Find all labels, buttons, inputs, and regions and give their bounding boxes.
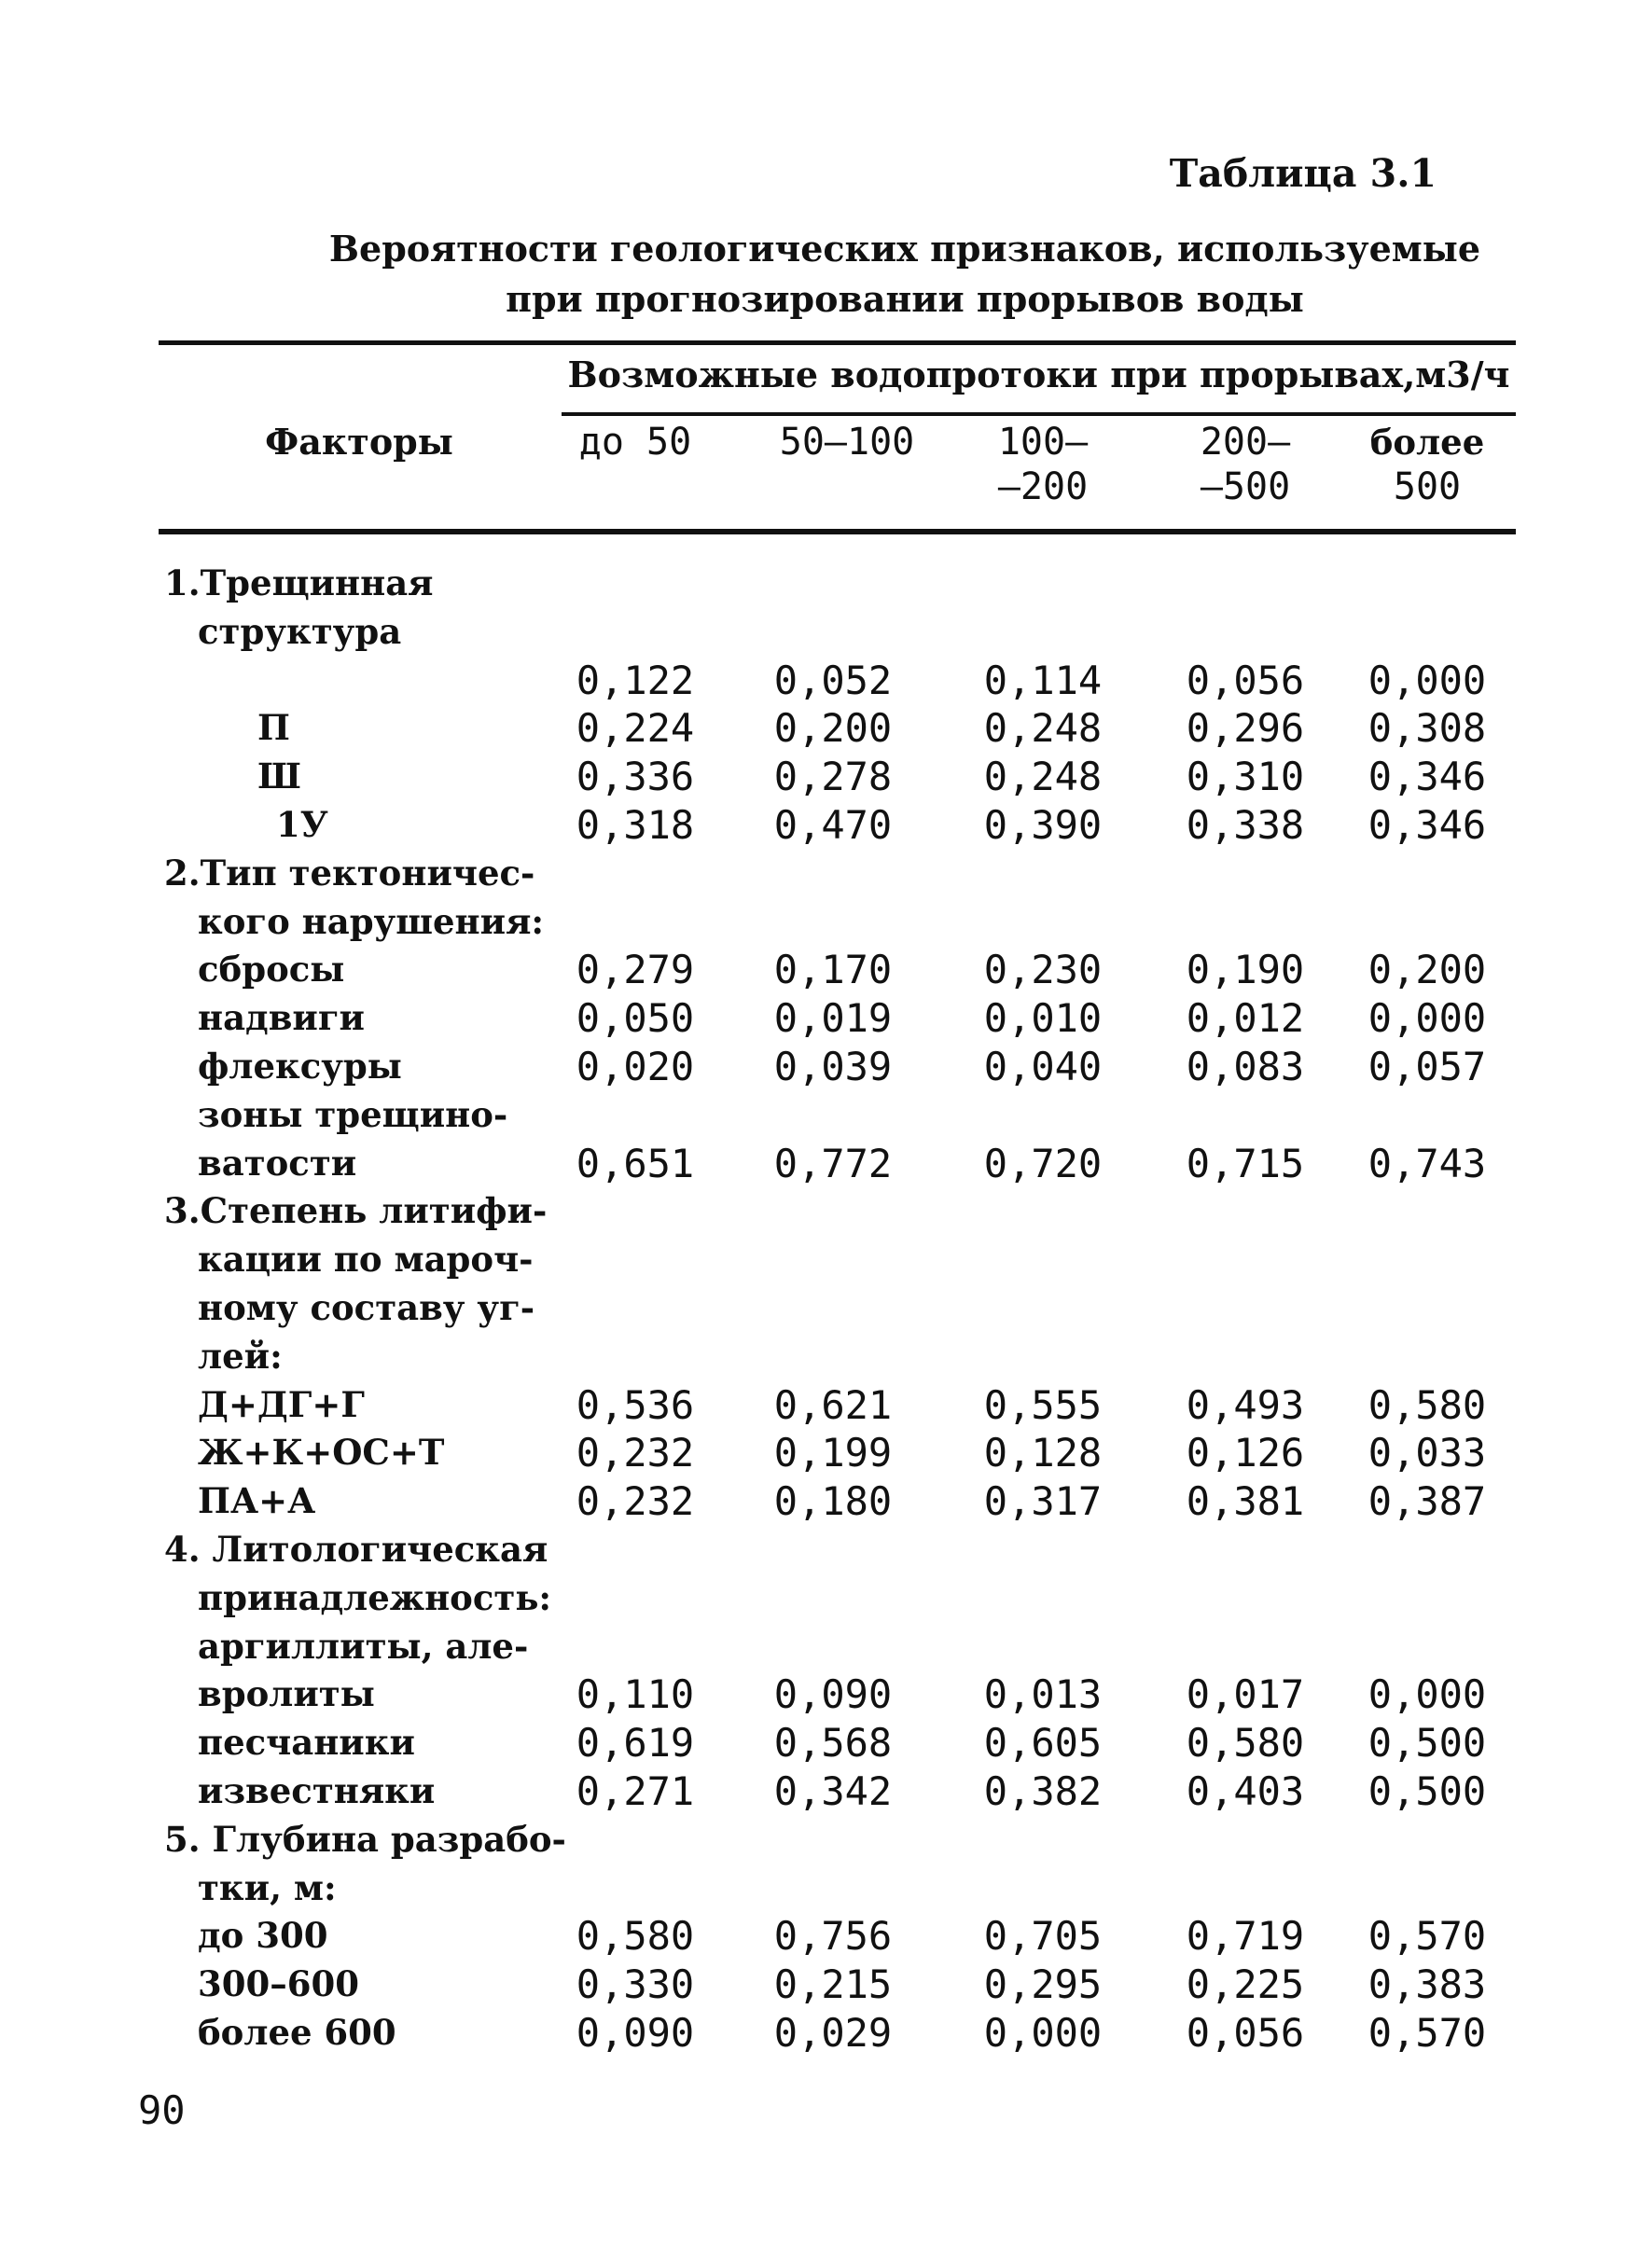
probability-cell: 0,170 [773,947,893,993]
table-row [0,1091,1652,1140]
probability-cell: 0,296 [1186,705,1305,752]
probability-cell: 0,500 [1367,1767,1487,1814]
factor-label: Д+ДГ+Г [198,1383,365,1425]
table-top-rule [159,340,1516,345]
probability-cell: 0,342 [773,1767,893,1814]
probability-cell: 0,338 [1186,801,1305,848]
header-col-2 [754,420,940,464]
probability-cell: 0,039 [773,1043,893,1089]
probability-cell: 0,056 [1186,657,1305,703]
table-row [0,850,1652,898]
probability-cell: 0,346 [1367,801,1487,848]
table-row [0,1477,1652,1526]
factor-label: до 300 [198,1915,328,1957]
probability-cell: 0,318 [576,801,695,848]
probability-cell: 0,090 [773,1671,893,1718]
table-row [0,1816,1652,1864]
probability-cell: 0,128 [983,1430,1103,1476]
table-row [0,560,1652,608]
table-row [0,1912,1652,1961]
factor-label: 1У [276,803,328,845]
probability-cell: 0,580 [1186,1720,1305,1767]
probability-cell: 0,052 [773,657,893,703]
probability-cell: 0,330 [576,1961,695,2008]
probability-cell: 0,122 [576,657,695,703]
probability-cell: 0,200 [1367,947,1487,993]
table-row [0,657,1652,705]
table-row [0,1574,1652,1623]
table-row [0,1719,1652,1767]
probability-cell: 0,346 [1367,754,1487,800]
probability-cell: 0,756 [773,1913,893,1960]
factor-label: 3.Степень литифи- [164,1190,548,1232]
factor-label: ному составу уг- [198,1286,535,1328]
factor-label: принадлежность: [198,1576,552,1618]
probability-cell: 0,271 [576,1767,695,1814]
probability-cell: 0,580 [576,1913,695,1960]
probability-cell: 0,013 [983,1671,1103,1718]
header-col-3-line-2: –200 [997,465,1089,508]
probability-cell: 0,033 [1367,1430,1487,1476]
probability-cell: 0,310 [1186,754,1305,800]
page-number: 90 [138,2087,186,2133]
probability-cell: 0,720 [983,1140,1103,1186]
probability-cell: 0,568 [773,1720,893,1767]
factor-label: надвиги [198,997,365,1039]
table-row [0,898,1652,947]
table-row [0,1429,1652,1477]
factor-label: тки, м: [198,1866,337,1908]
probability-cell: 0,570 [1367,1913,1487,1960]
factor-label: песчаники [198,1722,415,1764]
table-row [0,1670,1652,1719]
factor-label: 5. Глубина разрабо- [164,1818,566,1860]
table-row [0,1623,1652,1671]
factor-label: Ж+К+ОС+Т [198,1432,445,1474]
probability-cell: 0,114 [983,657,1103,703]
table-row [0,608,1652,657]
table-row [0,946,1652,994]
probability-cell: 0,083 [1186,1043,1305,1089]
probability-cell: 0,619 [576,1720,695,1767]
probability-cell: 0,190 [1186,947,1305,993]
header-col-1 [556,420,715,464]
table-row [0,1767,1652,1816]
header-col-4-line-1: 200– [1200,421,1291,464]
probability-cell: 0,387 [1367,1478,1487,1525]
probability-cell: 0,278 [773,754,893,800]
probability-cell: 0,232 [576,1430,695,1476]
probability-cell: 0,470 [773,801,893,848]
factor-label: 300–600 [198,1963,359,2005]
probability-cell: 0,110 [576,1671,695,1718]
probability-cell: 0,555 [983,1381,1103,1428]
factor-label: П [257,707,290,749]
factor-label: более 600 [198,2011,396,2053]
probability-cell: 0,224 [576,705,695,752]
probability-cell: 0,336 [576,754,695,800]
header-col-1-line-1: до 50 [578,421,692,464]
header-group-rule [562,412,1516,416]
probability-cell: 0,317 [983,1478,1103,1525]
table-row [0,1381,1652,1430]
caption-line-1: Вероятности геологических признаков, используемые [328,228,1481,270]
header-col-3-line-1: 100– [997,421,1089,464]
header-col-4 [1166,420,1325,509]
probability-cell: 0,719 [1186,1913,1305,1960]
probability-cell: 0,057 [1367,1043,1487,1089]
probability-cell: 0,295 [983,1961,1103,2008]
factor-label: кого нарушения: [198,900,545,942]
probability-cell: 0,215 [773,1961,893,2008]
probability-cell: 0,279 [576,947,695,993]
probability-cell: 0,000 [983,2009,1103,2056]
probability-cell: 0,705 [983,1913,1103,1960]
probability-cell: 0,403 [1186,1767,1305,1814]
probability-cell: 0,232 [576,1478,695,1525]
probability-cell: 0,248 [983,754,1103,800]
table-row [0,753,1652,801]
probability-cell: 0,000 [1367,657,1487,703]
factor-label: аргиллиты, але- [198,1625,529,1667]
probability-cell: 0,248 [983,705,1103,752]
header-col-5-line-2: 500 [1393,465,1462,508]
probability-cell: 0,605 [983,1720,1103,1767]
probability-cell: 0,715 [1186,1140,1305,1186]
probability-cell: 0,500 [1367,1720,1487,1767]
probability-cell: 0,230 [983,947,1103,993]
table-row [0,1284,1652,1333]
table-label: Таблица 3.1 [1169,151,1437,196]
probability-cell: 0,382 [983,1767,1103,1814]
table-row [0,1187,1652,1236]
probability-cell: 0,029 [773,2009,893,2056]
factor-label: флексуры [198,1045,402,1087]
probability-cell: 0,017 [1186,1671,1305,1718]
probability-cell: 0,651 [576,1140,695,1186]
probability-cell: 0,200 [773,705,893,752]
probability-cell: 0,056 [1186,2009,1305,2056]
probability-cell: 0,493 [1186,1381,1305,1428]
probability-cell: 0,010 [983,995,1103,1042]
table-row [0,801,1652,850]
factor-label: структура [198,610,402,652]
header-col-4-line-2: –500 [1200,465,1291,508]
probability-cell: 0,381 [1186,1478,1305,1525]
header-factors: Факторы [265,421,453,463]
probability-cell: 0,390 [983,801,1103,848]
factor-label: 1.Трещинная [164,562,434,603]
header-bottom-rule [159,529,1516,534]
table-row [0,1043,1652,1091]
probability-cell: 0,000 [1367,995,1487,1042]
factor-label: зоны трещино- [198,1093,508,1135]
probability-cell: 0,012 [1186,995,1305,1042]
table-body [0,560,1652,2058]
table-row [0,1961,1652,2009]
factor-label: ПА+А [198,1480,316,1522]
probability-cell: 0,570 [1367,2009,1487,2056]
probability-cell: 0,050 [576,995,695,1042]
probability-cell: 0,040 [983,1043,1103,1089]
probability-cell: 0,383 [1367,1961,1487,2008]
factor-label: вролиты [198,1673,375,1715]
header-col-5 [1348,420,1506,509]
probability-cell: 0,020 [576,1043,695,1089]
probability-cell: 0,536 [576,1381,695,1428]
factor-label: кации по мароч- [198,1239,534,1281]
probability-cell: 0,199 [773,1430,893,1476]
header-col-5-line-1: более [1369,422,1485,463]
probability-cell: 0,019 [773,995,893,1042]
probability-cell: 0,225 [1186,1961,1305,2008]
factor-label: 4. Литологическая [164,1528,548,1570]
header-group-label: Возможные водопротоки при прорывах,м3/ч [567,353,1510,395]
factor-label: ватости [198,1142,357,1184]
table-row [0,1333,1652,1381]
table-row [0,994,1652,1043]
factor-label: известняки [198,1769,436,1811]
factor-label: 2.Тип тектоничес- [164,852,535,894]
header-col-2-line-1: 50–100 [779,421,915,464]
probability-cell: 0,621 [773,1381,893,1428]
probability-cell: 0,180 [773,1478,893,1525]
probability-cell: 0,000 [1367,1671,1487,1718]
probability-cell: 0,090 [576,2009,695,2056]
probability-cell: 0,308 [1367,705,1487,752]
table-row [0,1526,1652,1574]
table-row [0,1140,1652,1188]
header-col-3 [964,420,1122,509]
factor-label: лей: [198,1335,283,1377]
table-row [0,2009,1652,2058]
caption-line-2: при прогнозировании прорывов воды [506,278,1304,320]
probability-cell: 0,580 [1367,1381,1487,1428]
table-row [0,704,1652,753]
probability-cell: 0,126 [1186,1430,1305,1476]
factor-label: Ш [257,755,301,797]
table-row [0,1864,1652,1913]
probability-cell: 0,772 [773,1140,893,1186]
factor-label: сбросы [198,949,345,991]
table-row [0,1236,1652,1284]
table-caption [280,224,1530,325]
probability-cell: 0,743 [1367,1140,1487,1186]
